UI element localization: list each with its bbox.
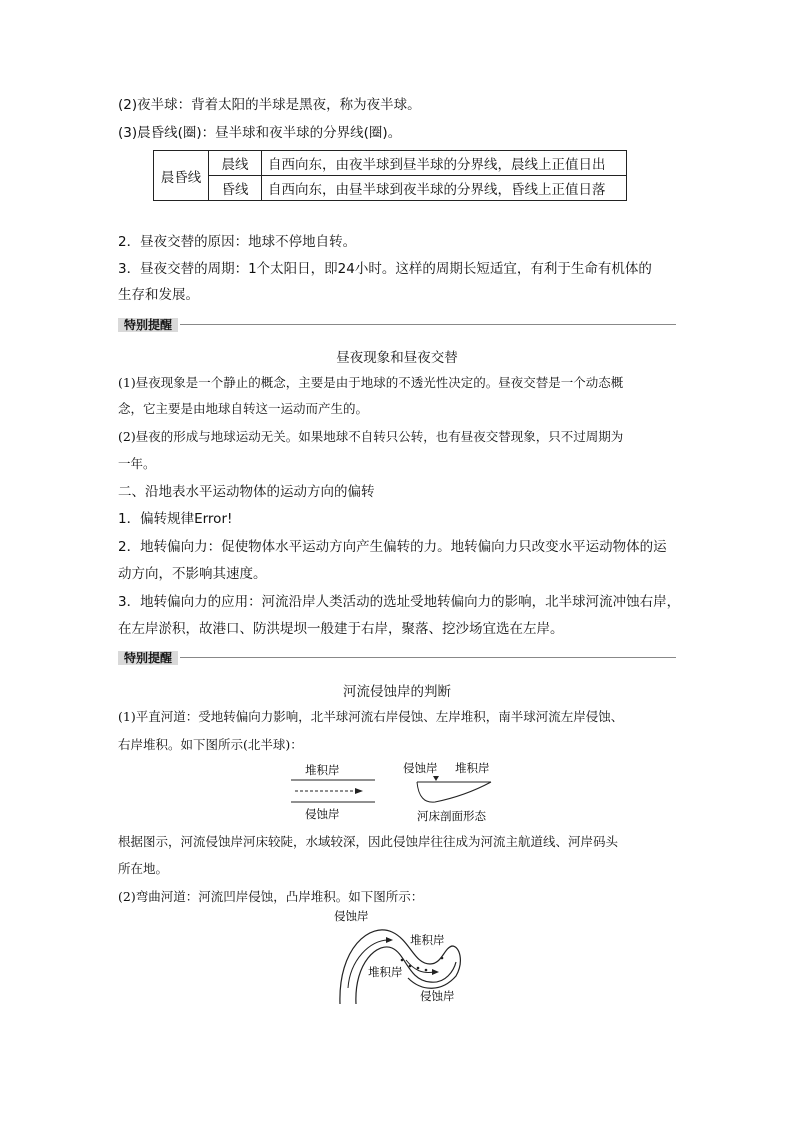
- tip-2-line: (1)平直河道：受地转偏向力影响，北半球河流右岸侵蚀、左岸堆积，南半球河流左岸侵蚀、: [118, 709, 624, 724]
- divider: [180, 324, 676, 325]
- top-bank-label: 堆积岸: [305, 763, 340, 777]
- tip-2-line: 根据图示，河流侵蚀岸河床较陡，水域较深，因此侵蚀岸往往成为河流主航道线、河岸码头: [118, 834, 619, 849]
- table-group-label: 晨昏线: [154, 151, 209, 201]
- riverbed-profile: [417, 782, 491, 802]
- tip-2-title: 河流侵蚀岸的判断: [343, 684, 451, 700]
- sediment-dot: [441, 957, 444, 960]
- flow-arrowhead: [386, 937, 393, 943]
- deposit-bank-label: 堆积岸: [455, 761, 490, 775]
- night-hemisphere-line: (2)夜半球：背着太阳的半球是黑夜，称为夜半球。: [118, 97, 421, 113]
- erosion-bank-label: 侵蚀岸: [403, 761, 438, 775]
- meander-river-diagram: [330, 908, 480, 1008]
- tip-2-line: (2)弯曲河道：河流凹岸侵蚀，凸岸堆积。如下图所示：: [118, 889, 424, 904]
- erosion-bank-label: 侵蚀岸: [420, 989, 455, 1003]
- tip-2-line: 所在地。: [118, 861, 169, 876]
- tip-1-line: (1)昼夜现象是一个静止的概念，主要是由于地球的不透光性决定的。昼夜交替是一个动态概: [118, 375, 624, 390]
- point-3-line-2: 生存和发展。: [118, 287, 199, 303]
- terminator-table: [153, 150, 627, 201]
- tip-1-line: (2)昼夜的形成与地球运动无关。如果地球不自转只公转，也有昼夜交替现象，只不过周期为: [118, 429, 624, 444]
- deflection-rule: 1．偏转规律Error!: [118, 511, 233, 527]
- water-level-marker: [433, 776, 439, 781]
- tip-bar-1: [118, 318, 676, 332]
- deposit-bank-label: 堆积岸: [410, 933, 445, 947]
- table-row-desc: 自西向东，由昼半球到夜半球的分界线，昏线上正值日落: [262, 176, 627, 201]
- table-row-desc: 自西向东，由夜半球到昼半球的分界线，晨线上正值日出: [262, 151, 627, 176]
- tip-1-line: 一年。: [118, 456, 156, 471]
- deflection-apply-line-2: 在左岸淤积，故港口、防洪堤坝一般建于右岸，聚落、挖沙场宜选在左岸。: [118, 621, 564, 637]
- erosion-bank-label: 侵蚀岸: [334, 909, 369, 923]
- sediment-dot: [409, 965, 412, 968]
- riverbed-caption: 河床剖面形态: [417, 809, 486, 823]
- table-row-name: 昏线: [209, 176, 262, 201]
- tip-bar-2: [118, 651, 676, 665]
- sediment-dot: [417, 967, 420, 970]
- section-2-heading: 二、沿地表水平运动物体的运动方向的偏转: [118, 484, 375, 500]
- flow-arrowhead: [355, 788, 363, 794]
- deflection-apply-line-1: 3．地转偏向力的应用：河流沿岸人类活动的选址受地转偏向力的影响，北半球河流冲蚀右岸，: [118, 594, 681, 610]
- table-row-name: 晨线: [209, 151, 262, 176]
- tip-1-line: 念，它主要是由地球自转这一运动而产生的。: [118, 401, 369, 416]
- straight-river-diagram: [285, 760, 525, 824]
- sediment-dot: [401, 959, 404, 962]
- sediment-dot: [425, 969, 428, 972]
- tip-label: 特别提醒: [118, 318, 178, 332]
- deflection-force-line-1: 2．地转偏向力：促使物体水平运动方向产生偏转的力。地转偏向力只改变水平运动物体的运: [118, 539, 667, 555]
- tip-1-title: 昼夜现象和昼夜交替: [336, 350, 458, 366]
- point-3-line-1: 3．昼夜交替的周期：1个太阳日，即24小时。这样的周期长短适宜，有利于生命有机体的: [118, 261, 652, 277]
- tip-label: 特别提醒: [118, 651, 178, 665]
- deposit-bank-label: 堆积岸: [368, 965, 403, 979]
- deflection-force-line-2: 动方向，不影响其速度。: [118, 566, 267, 582]
- point-2: 2．昼夜交替的原因：地球不停地自转。: [118, 234, 357, 250]
- tip-2-line: 右岸堆积。如下图所示(北半球)：: [118, 737, 303, 752]
- divider: [180, 657, 676, 658]
- flow-arrowhead: [432, 969, 439, 975]
- bottom-bank-label: 侵蚀岸: [305, 807, 340, 821]
- terminator-line: (3)晨昏线(圈)：昼半球和夜半球的分界线(圈)。: [118, 125, 402, 141]
